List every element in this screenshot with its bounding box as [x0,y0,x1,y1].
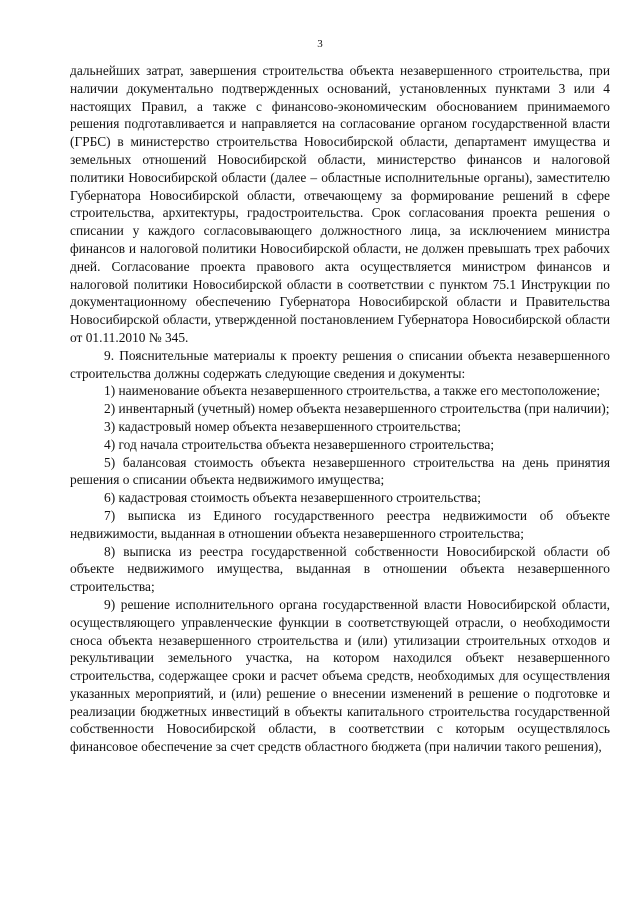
list-item: 2) инвентарный (учетный) номер объекта незавершенного строительства (при наличии); [104,401,610,417]
list-item: 9) решение исполнительного органа государственной власти Новосибирской области, осуществляющего управленческие функции в соответствующей отрасли, о необходимости сноса объекта незавершенного строительства и (или) утилизации строительных отходов и рекультивации земельного участка, на котором находился объект незавершенного строительства, содержащее сроки и расчет объема средств, необходимых для осуществления указанных мероприятий, и (или) решение о внесении изменений в решение о подготовке и реализации бюджетных инвестиций в объекты капитального строительства государственной собственности Новосибирской области, в соответствии с которым осуществлялось финансовое обеспечение за счет средств областного бюджета (при наличии такого решения), [70,596,610,755]
list-item: 3) кадастровый номер объекта незавершенного строительства; [104,418,462,434]
paragraph-item-9: 9. Пояснительные материалы к проекту решения о списании объекта незавершенного строительства должны содержать следующие сведения и документы: [70,347,610,381]
list-item: 1) наименование объекта незавершенного строительства, а также его местоположение; [104,383,601,399]
list-item: 7) выписка из Единого государственного реестра недвижимости об объекте недвижимости, выданная в отношении объекта незавершенного строительства; [70,507,610,541]
list-item: 8) выписка из реестра государственной собственности Новосибирской области об объекте недвижимого имущества, выданная в отношении объекта незавершенного строительства; [70,543,610,595]
page-number: 3 [317,38,323,50]
list-item: 4) год начала строительства объекта незавершенного строительства; [104,436,495,452]
list-item: 5) балансовая стоимость объекта незавершенного строительства на день принятия решения о списании объекта недвижимого имущества; [70,454,610,488]
list-item: 6) кадастровая стоимость объекта незавершенного строительства; [104,490,481,506]
paragraph-continuation: дальнейших затрат, завершения строительства объекта незавершенного строительства, при наличии документально подтвержденных оснований, установленных пунктами 3 или 4 настоящих Правил, а также с финансово-экономическим обоснованием принимаемого решения подготавливается и направляется на согласование органом государственной власти (ГРБС) в министерство строительства Новосибирской области, департамент имущества и земельных отношений Новосибирской области, министерство финансов и налоговой политики Новосибирской области (далее – областные исполнительные органы), заместителю Губернатора Новосибирской области, отвечающему за формирование решений в сфере строительства, архитектуры, градостроительства. Срок согласования проекта решения о списании у каждого согласовывающего должностного лица, за исключением министра финансов и налоговой политики Новосибирской области, не должен превышать трех рабочих дней. Согласование проекта правового акта осуществляется министром финансов и налоговой политики Новосибирской области в соответствии с пунктом 75.1 Инструкции по документационному обеспечению Губернатора Новосибирской области и Правительства Новосибирской области, утвержденной постановлением Губернатора Новосибирской области от 01.11.2010 № 345. [70,63,610,345]
document-body [70,62,610,756]
